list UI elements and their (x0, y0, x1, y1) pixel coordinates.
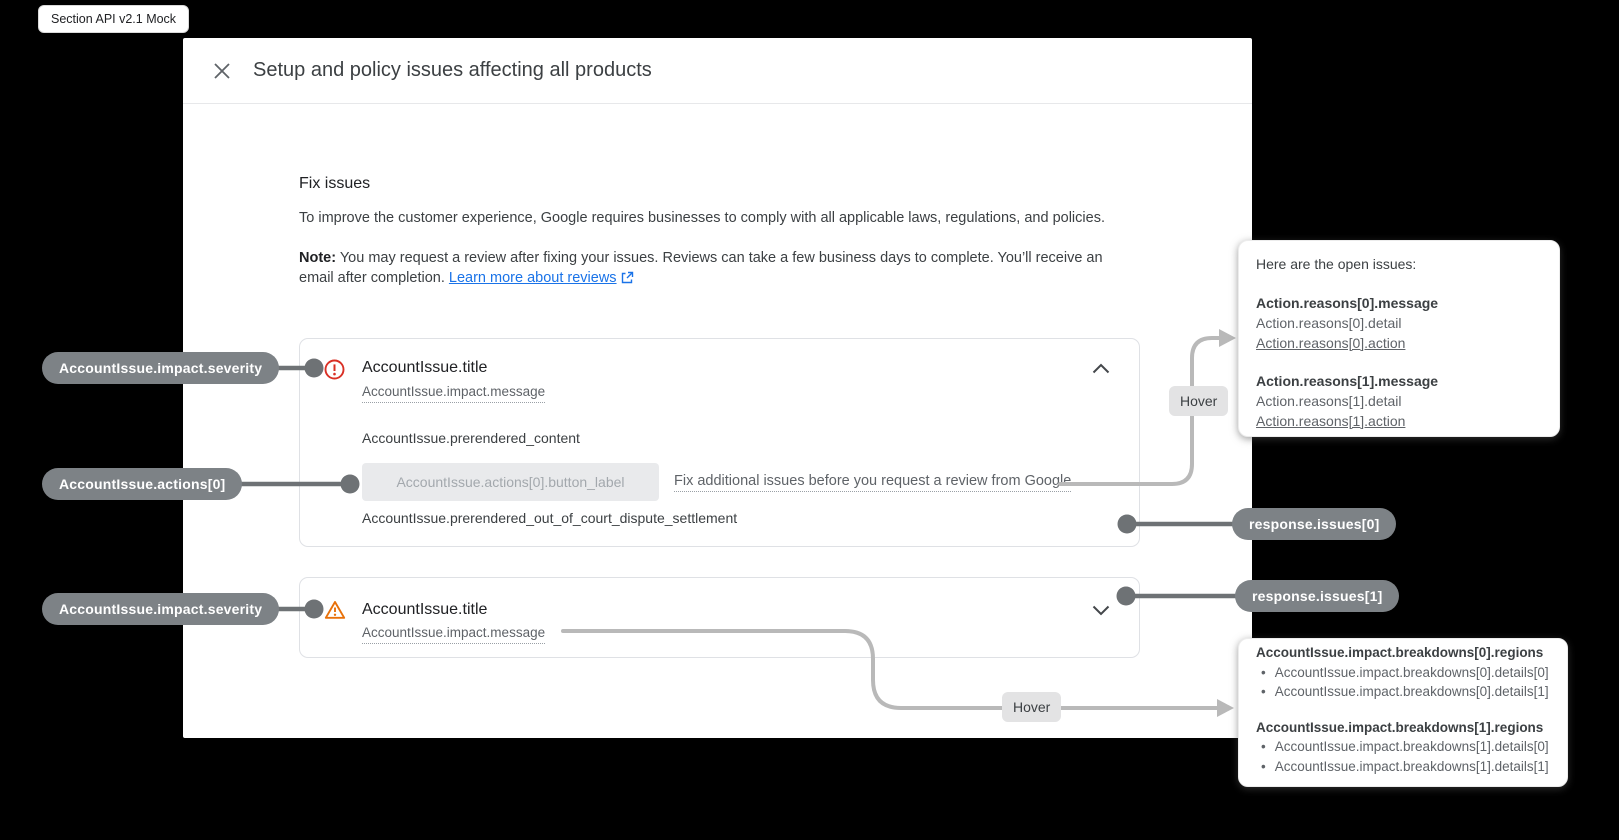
reason-message: Action.reasons[0].message (1256, 295, 1439, 311)
close-button[interactable] (209, 59, 235, 85)
breakdown-detail: • AccountIssue.impact.breakdowns[1].details[0] (1256, 737, 1559, 757)
close-icon (213, 68, 231, 83)
hover-label-top (1169, 386, 1228, 416)
header-divider (183, 103, 1252, 104)
expand-button[interactable] (1088, 601, 1114, 621)
annotation-pill-severity-2 (42, 593, 279, 625)
hover-label-text: Hover (1013, 699, 1051, 715)
pill-label: AccountIssue.impact.severity (59, 601, 263, 617)
note-text (299, 248, 1121, 290)
reason-action-link[interactable]: Action.reasons[1].action (1256, 413, 1406, 429)
warning-icon (324, 600, 345, 621)
tooltip-breakdowns (1238, 638, 1568, 787)
reason-action-link[interactable]: Action.reasons[0].action (1256, 335, 1406, 351)
dialog-title: Setup and policy issues affecting all products (253, 59, 652, 81)
fix-issues-heading: Fix issues (299, 175, 371, 192)
external-link-icon (621, 270, 634, 290)
breakdown-detail: • AccountIssue.impact.breakdowns[0].details[0] (1256, 663, 1559, 683)
chevron-up-icon (1092, 362, 1110, 377)
error-icon (324, 359, 345, 380)
chevron-down-icon (1092, 604, 1110, 619)
issue-card-error (299, 338, 1140, 547)
settlement-text: AccountIssue.prerendered_out_of_court_dispute_settlement (362, 510, 738, 526)
fix-additional-issues-link[interactable]: Fix additional issues before you request a review from Google (674, 473, 1071, 492)
annotation-pill-response-issues-1 (1235, 580, 1399, 612)
pill-label: response.issues[1] (1252, 588, 1383, 604)
reason-detail: Action.reasons[1].detail (1256, 393, 1402, 409)
breakdown-detail: • AccountIssue.impact.breakdowns[0].details[1] (1256, 682, 1559, 702)
note-label: Note: (299, 250, 337, 266)
annotation-pill-response-issues-0 (1232, 508, 1396, 540)
annotation-pill-severity-1 (42, 352, 279, 384)
reason-detail: Action.reasons[0].detail (1256, 315, 1402, 331)
reason-message: Action.reasons[1].message (1256, 373, 1439, 389)
action-row (362, 463, 1071, 501)
issue-message-link[interactable]: AccountIssue.impact.message (362, 383, 545, 403)
pill-label: AccountIssue.actions[0] (59, 476, 226, 492)
pill-label: AccountIssue.impact.severity (59, 360, 263, 376)
note-body: You may request a review after fixing your issues. Reviews can take a few business days to complete. You’ll receive an email after completion. (299, 250, 1103, 286)
issue-message-link[interactable]: AccountIssue.impact.message (362, 624, 545, 644)
intro-text: To improve the customer experience, Google requires businesses to comply with all applicable laws, regulations, and policies. (299, 210, 1105, 226)
issue-action-button[interactable]: AccountIssue.actions[0].button_label (362, 463, 659, 501)
hover-label-bottom (1002, 692, 1061, 722)
annotation-pill-actions (42, 468, 242, 500)
mock-version-label: Section API v2.1 Mock (51, 12, 177, 26)
prerendered-content-text: AccountIssue.prerendered_content (362, 430, 580, 446)
issue-title: AccountIssue.title (362, 359, 488, 376)
hover-label-text: Hover (1180, 393, 1218, 409)
collapse-button[interactable] (1088, 359, 1114, 379)
breakdown-regions: AccountIssue.impact.breakdowns[1].regions (1256, 719, 1544, 735)
pill-label: response.issues[0] (1249, 516, 1380, 532)
issues-dialog (183, 38, 1252, 738)
issue-card-warning (299, 577, 1140, 658)
breakdown-regions: AccountIssue.impact.breakdowns[0].regions (1256, 645, 1544, 660)
mock-version-badge (38, 5, 189, 33)
breakdown-detail: • AccountIssue.impact.breakdowns[1].details[1] (1256, 757, 1559, 777)
learn-more-link[interactable]: Learn more about reviews (448, 270, 617, 286)
tooltip-open-issues (1238, 240, 1560, 437)
tooltip-intro: Here are the open issues: (1256, 256, 1417, 272)
issue-title: AccountIssue.title (362, 601, 488, 618)
